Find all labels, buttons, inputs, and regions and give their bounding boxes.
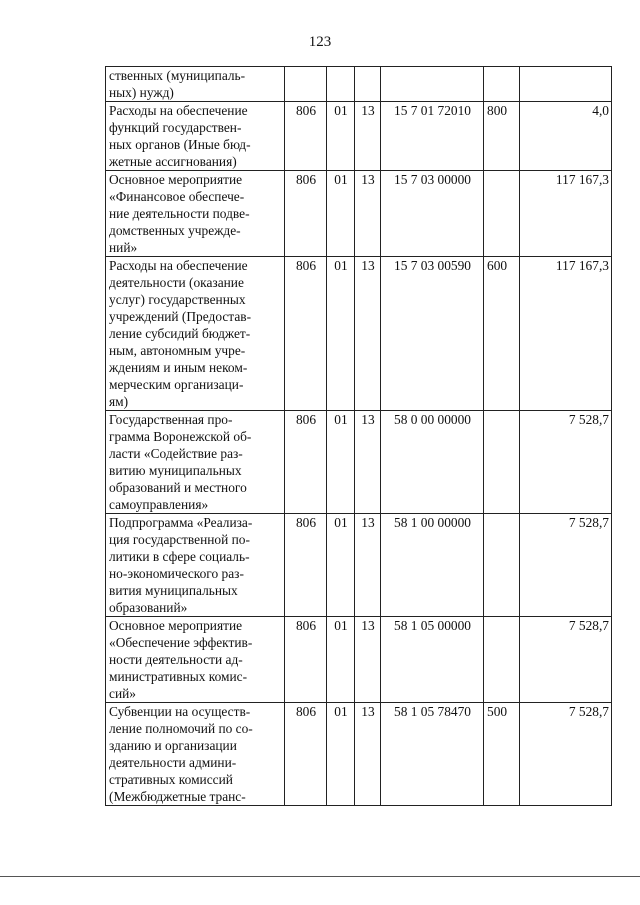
cell-grbs: 806 [285, 171, 327, 257]
page-number: 123 [308, 34, 332, 50]
description-line: ным, автономным учре- [109, 343, 246, 358]
cell-subsection: 13 [355, 102, 381, 171]
table-row [106, 102, 612, 171]
description-line: деятельности админи- [109, 755, 237, 770]
description-line: образований и местного [109, 480, 247, 495]
cell-amount: 7 528,7 [520, 514, 612, 617]
description-line: зданию и организации [109, 738, 237, 753]
cell-description [106, 171, 285, 257]
description-line: Расходы на обеспечение [109, 258, 248, 273]
cell-subsection [355, 67, 381, 102]
description-line: учреждений (Предостав- [109, 309, 252, 324]
description-line: функций государствен- [109, 120, 242, 135]
cell-grbs: 806 [285, 411, 327, 514]
cell-section: 01 [327, 703, 355, 806]
cell-description [106, 514, 285, 617]
cell-target-article: 15 7 03 00000 [381, 171, 484, 257]
cell-subsection: 13 [355, 171, 381, 257]
description-line: «Финансовое обеспече- [109, 189, 245, 204]
cell-expense-type: 800 [484, 102, 520, 171]
description-line: ям) [109, 394, 129, 409]
description-line: мерческим организаци- [109, 377, 244, 392]
cell-target-article: 15 7 01 72010 [381, 102, 484, 171]
cell-expense-type [484, 514, 520, 617]
description-line: ление полномочий по со- [109, 721, 253, 736]
cell-grbs: 806 [285, 102, 327, 171]
cell-description [106, 257, 285, 411]
cell-section: 01 [327, 514, 355, 617]
table-row [106, 411, 612, 514]
cell-section: 01 [327, 171, 355, 257]
description-line: ний» [109, 240, 138, 255]
description-line: «Обеспечение эффектив- [109, 635, 253, 650]
description-line: витию муниципальных [109, 463, 242, 478]
cell-amount: 7 528,7 [520, 617, 612, 703]
budget-table [105, 66, 612, 806]
cell-grbs [285, 67, 327, 102]
cell-description [106, 102, 285, 171]
cell-section: 01 [327, 411, 355, 514]
table-row [106, 67, 612, 102]
description-line: грамма Воронежской об- [109, 429, 252, 444]
cell-amount: 7 528,7 [520, 703, 612, 806]
cell-grbs: 806 [285, 617, 327, 703]
description-line: ственных (муниципаль- [109, 68, 246, 83]
footer-divider [0, 876, 640, 877]
cell-target-article: 58 0 00 00000 [381, 411, 484, 514]
description-line: Расходы на обеспечение [109, 103, 248, 118]
description-line: вития муниципальных [109, 583, 238, 598]
description-line: образований» [109, 600, 188, 615]
cell-section: 01 [327, 617, 355, 703]
cell-target-article: 15 7 03 00590 [381, 257, 484, 411]
description-line: ление субсидий бюджет- [109, 326, 251, 341]
table-row [106, 171, 612, 257]
cell-expense-type [484, 171, 520, 257]
cell-description [106, 411, 285, 514]
description-line: ных органов (Иные бюд- [109, 137, 251, 152]
cell-amount: 7 528,7 [520, 411, 612, 514]
cell-amount: 4,0 [520, 102, 612, 171]
cell-description [106, 67, 285, 102]
cell-target-article: 58 1 05 78470 [381, 703, 484, 806]
cell-grbs: 806 [285, 514, 327, 617]
description-line: литики в сфере социаль- [109, 549, 250, 564]
cell-expense-type [484, 411, 520, 514]
cell-subsection: 13 [355, 703, 381, 806]
description-line: ных) нужд) [109, 85, 174, 100]
cell-target-article: 58 1 00 00000 [381, 514, 484, 617]
cell-subsection: 13 [355, 514, 381, 617]
description-line: Основное мероприятие [109, 618, 243, 633]
cell-expense-type [484, 67, 520, 102]
cell-target-article: 58 1 05 00000 [381, 617, 484, 703]
cell-section: 01 [327, 257, 355, 411]
budget-table-body [106, 67, 612, 806]
cell-amount: 117 167,3 [520, 171, 612, 257]
description-line: Государственная про- [109, 412, 233, 427]
description-line: ности деятельности ад- [109, 652, 243, 667]
description-line: но-экономического раз- [109, 566, 244, 581]
description-line: Подпрограмма «Реализа- [109, 515, 253, 530]
cell-target-article [381, 67, 484, 102]
description-line: жетные ассигнования) [109, 154, 237, 169]
cell-section: 01 [327, 102, 355, 171]
description-line: стративных комиссий [109, 772, 233, 787]
cell-expense-type: 600 [484, 257, 520, 411]
cell-grbs: 806 [285, 703, 327, 806]
description-line: ласти «Содействие раз- [109, 446, 243, 461]
description-line: домственных учрежде- [109, 223, 241, 238]
description-line: ние деятельности подве- [109, 206, 250, 221]
cell-subsection: 13 [355, 257, 381, 411]
description-line: услуг) государственных [109, 292, 246, 307]
description-line: (Межбюджетные транс- [109, 789, 246, 804]
description-line: Субвенции на осуществ- [109, 704, 251, 719]
description-line: сий» [109, 686, 136, 701]
description-line: ция государственной по- [109, 532, 250, 547]
cell-expense-type [484, 617, 520, 703]
table-row [106, 514, 612, 617]
description-line: министративных комис- [109, 669, 248, 684]
cell-description [106, 703, 285, 806]
description-line: деятельности (оказание [109, 275, 244, 290]
table-row [106, 257, 612, 411]
table-row [106, 617, 612, 703]
description-line: ждениям и иным неком- [109, 360, 248, 375]
description-line: самоуправления» [109, 497, 209, 512]
description-line: Основное мероприятие [109, 172, 243, 187]
cell-grbs: 806 [285, 257, 327, 411]
cell-subsection: 13 [355, 411, 381, 514]
cell-section [327, 67, 355, 102]
cell-expense-type: 500 [484, 703, 520, 806]
cell-amount: 117 167,3 [520, 257, 612, 411]
cell-amount [520, 67, 612, 102]
cell-subsection: 13 [355, 617, 381, 703]
cell-description [106, 617, 285, 703]
table-row [106, 703, 612, 806]
